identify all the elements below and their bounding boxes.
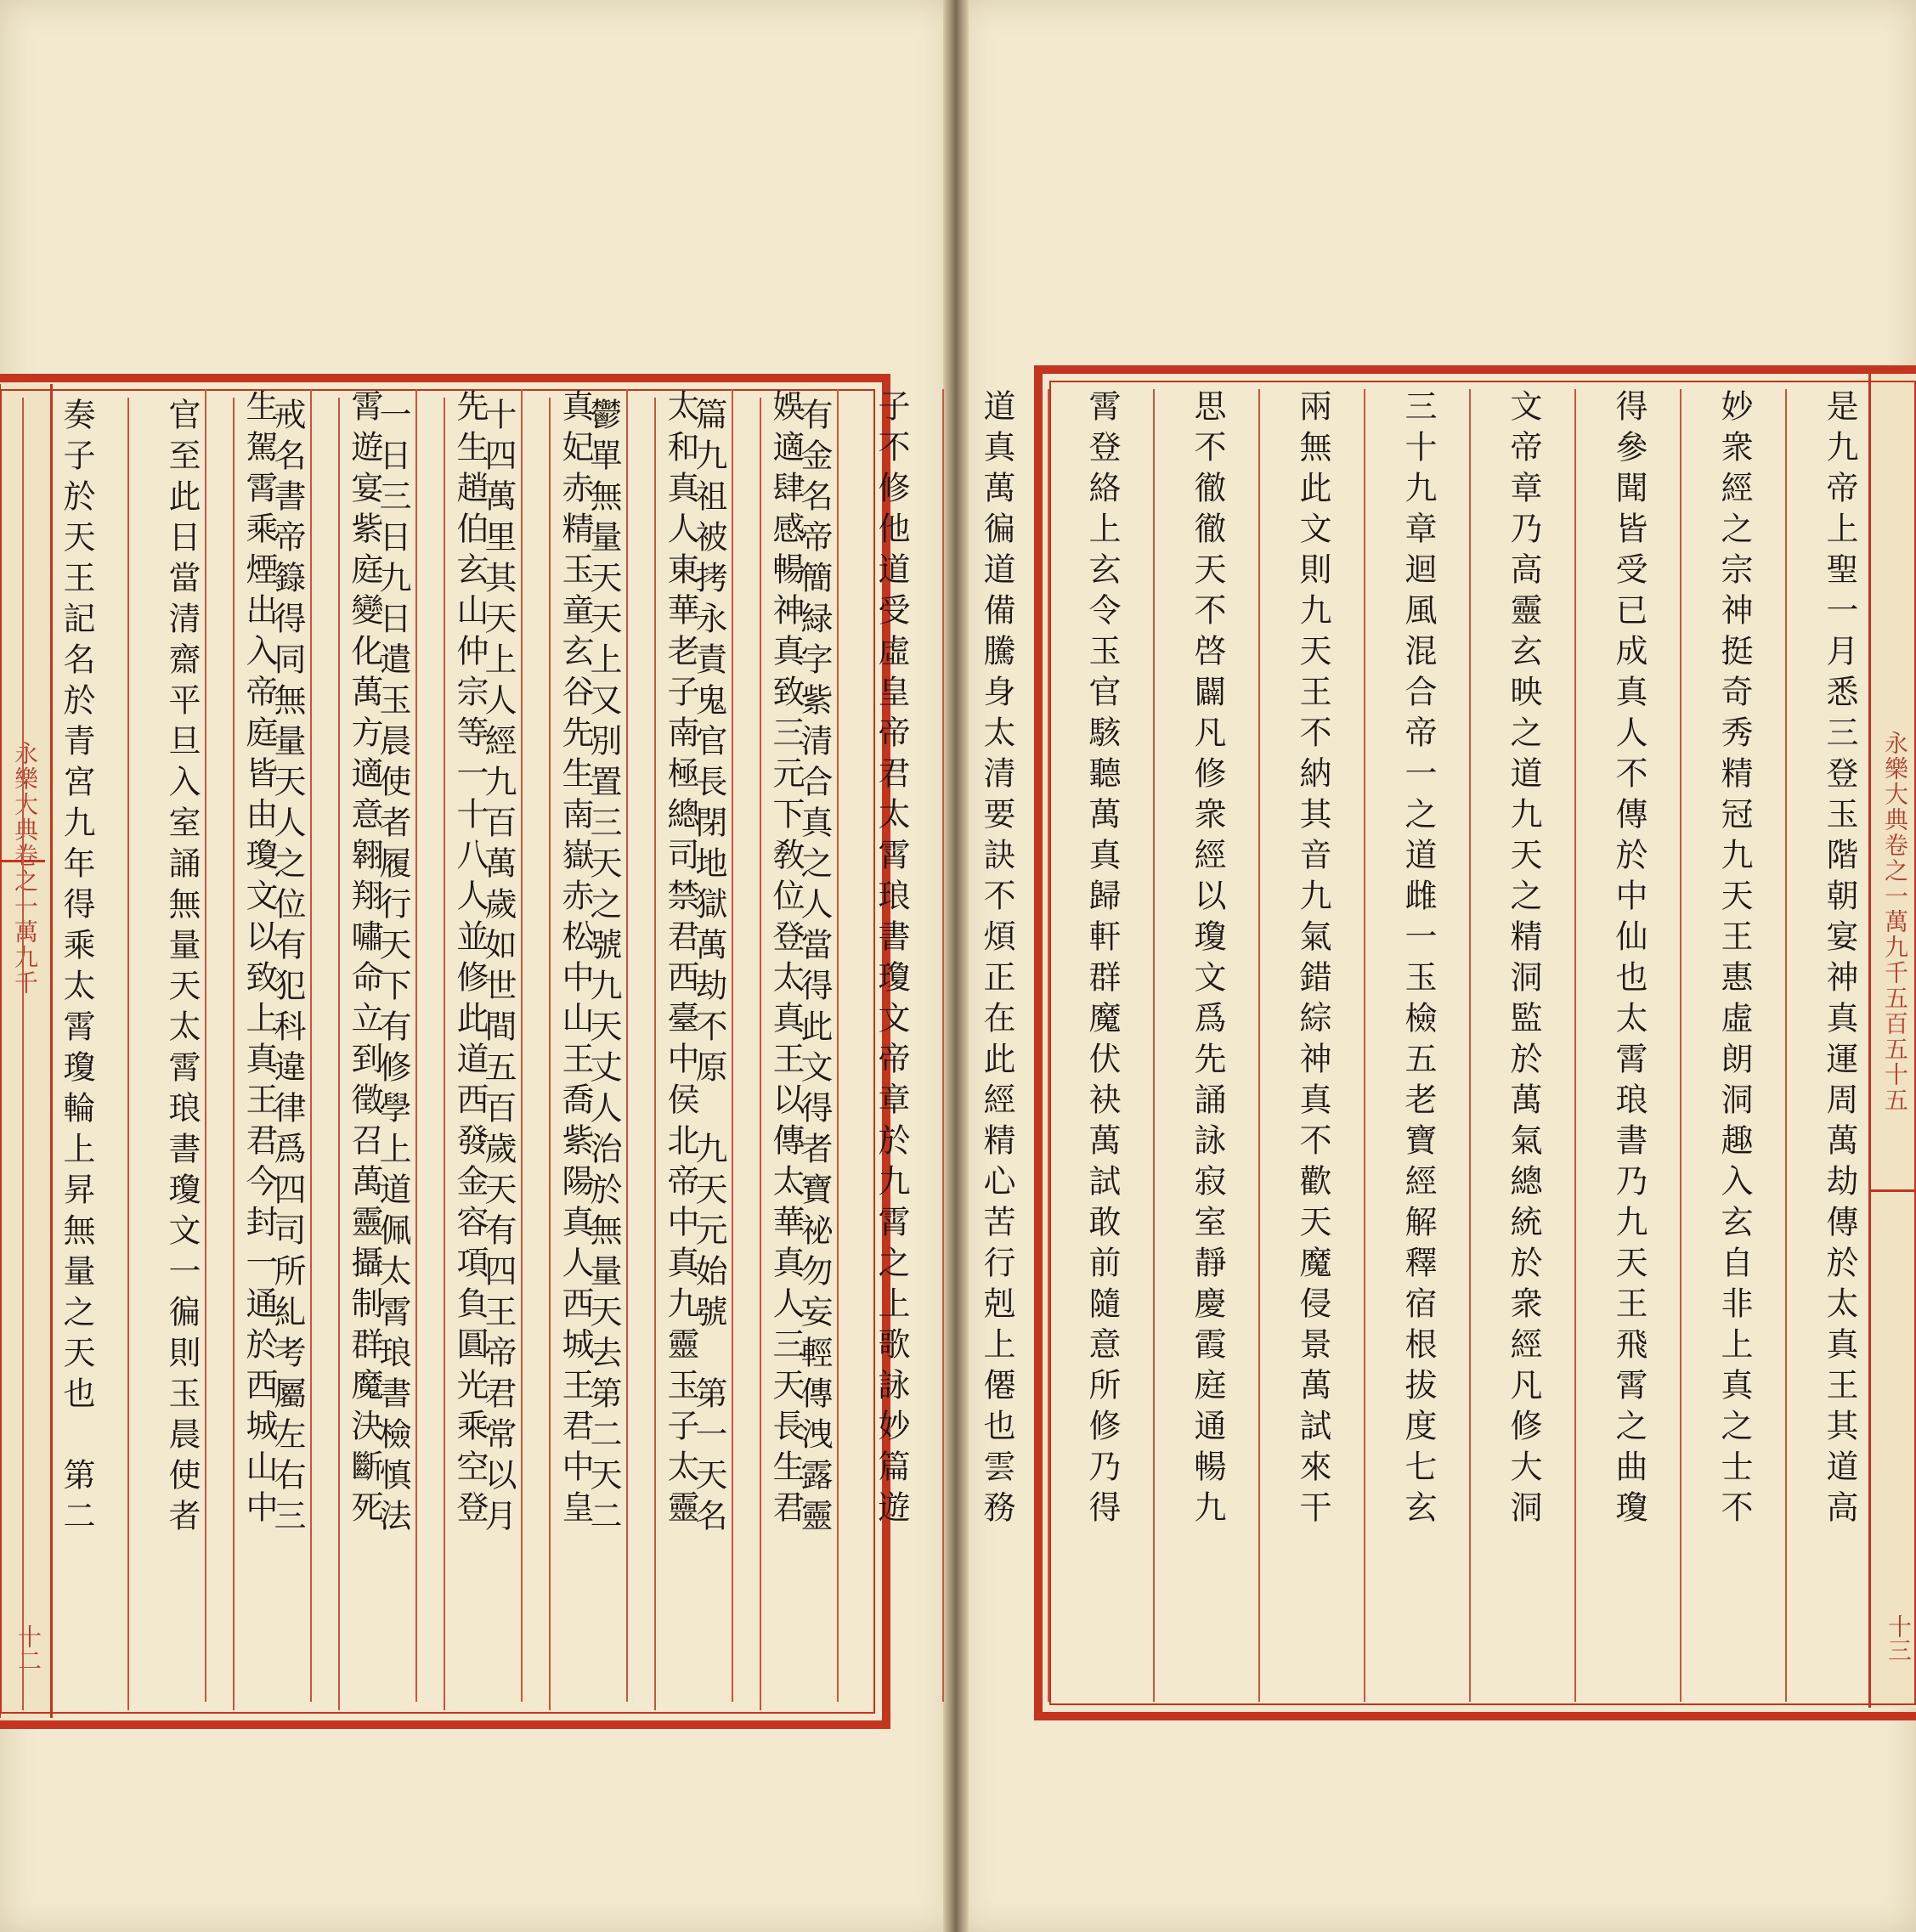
left-fold-title: 永樂大典卷之一萬九千 bbox=[11, 741, 39, 996]
right_page-text-column: 妙衆經之宗神挺奇秀精冠九天王惠虛朗洞趣入玄自非上真之士不 bbox=[1680, 389, 1787, 1702]
right_page-text-column: 太和真人東華老子南極總司禁君西臺中侯北帝中真九靈玉子太靈 bbox=[626, 389, 733, 1702]
right_page-text-column: 真妃赤精玉童玄谷先生南嶽赤松中山王喬紫陽真人西城王君中皇 bbox=[521, 389, 628, 1702]
left_page-text-column: 篇九祖被拷永責鬼官長閉地獄萬劫不原 九天元始號 第一天名 bbox=[654, 398, 761, 1710]
right_page-text-column: 霄登絡上玄令玉官駭聽萬真歸軒群魔伏袂萬試敢前隨意所修乃得 bbox=[1048, 389, 1155, 1702]
right_page-text-column: 三十九章迴風混合帝一之道雌一玉檢五老寶經解釋宿根拔度七玄 bbox=[1364, 389, 1471, 1702]
right-fold-page-number: 十三 bbox=[1885, 1614, 1913, 1662]
right_page-text-column: 思不徹徹天不啓闢凡修衆經以瓊文爲先誦詠寂室靜慶霞庭通暢九 bbox=[1153, 389, 1260, 1702]
right_page-text-column: 文帝章乃高靈玄映之道九天之精洞監於萬氣總統於衆經凡修大洞 bbox=[1469, 389, 1576, 1702]
right_page-text-column: 得參聞皆受已成真人不傳於中仙也太霄琅書乃九天王飛霄之曲瓊 bbox=[1574, 389, 1681, 1702]
left_page-text-column: 十四萬里其天上人經九百萬歲如世間五百歲天有四王帝君常以月 bbox=[444, 398, 551, 1710]
right_page-text-column: 道真萬徧道備騰身太清要訣不煩正在此經精心苦行剋上僊也雲務 bbox=[942, 389, 1049, 1702]
right_page-text-column: 兩無此文則九天王不納其音九氣錯綜神真不歡天魔侵景萬試來干 bbox=[1258, 389, 1365, 1702]
left_page-text-column: 奏子於天王記名於青宮九年得乘太霄瓊輪上昇無量之天也 第二 bbox=[22, 398, 129, 1710]
right-fold-title: 永樂大典卷之一萬九千五百五十五 bbox=[1881, 731, 1909, 1113]
right_page-text-column: 霄遊宴紫庭變化萬方適意翱翔嘯命立到徵召萬靈攝制群魔決斷死 bbox=[310, 389, 417, 1702]
right_page-text-column: 先生趙伯玄山仲宗等一十八人並修此道西發金容項負圓光乘空登 bbox=[415, 389, 523, 1702]
right_page-text-column: 是九帝上聖一月悉三登玉階朝宴神真運周萬劫傳於太真王其道高 bbox=[1785, 389, 1892, 1702]
left_page-text-column: 戒名書帝籙得同無量天人之位有犯科違律爲四司所糺考屬左右三 bbox=[233, 398, 340, 1710]
left_page-text-column: 一日三日九日遣玉晨使者履行天下有修學上道佩太霄琅書檢慎法 bbox=[338, 398, 445, 1710]
left_page-text-column bbox=[0, 398, 24, 1710]
right_page-text-column: 生駕霄乘煙出入帝庭皆由瓊文以致上真王君今封一通於西城山中 bbox=[205, 389, 312, 1702]
left_page-text-column: 有金名帝簡緑字紫清合真之人當得此文得者寶祕勿妄輕傳洩露靈 bbox=[760, 398, 867, 1710]
left_page-text-column: 官至此日當清齋平旦入室誦無量天太霄琅書瓊文一徧則玉晨使者 bbox=[127, 398, 235, 1710]
right_page-text-column: 子不修他道受虛皇帝君太霄琅書瓊文帝章於九霄之上歌詠妙篇遊 bbox=[837, 389, 944, 1702]
left_page-text-column: 鬱單無量天天上又別置三天之號九天丈人治於無量天去第二天二 bbox=[549, 398, 656, 1710]
right_page-text-column: 娛適肆感暢神真致三元下敎位登太真王以傳太華真人三天長生君 bbox=[732, 389, 839, 1702]
left-fold-page-number: 十二 bbox=[14, 1624, 42, 1672]
